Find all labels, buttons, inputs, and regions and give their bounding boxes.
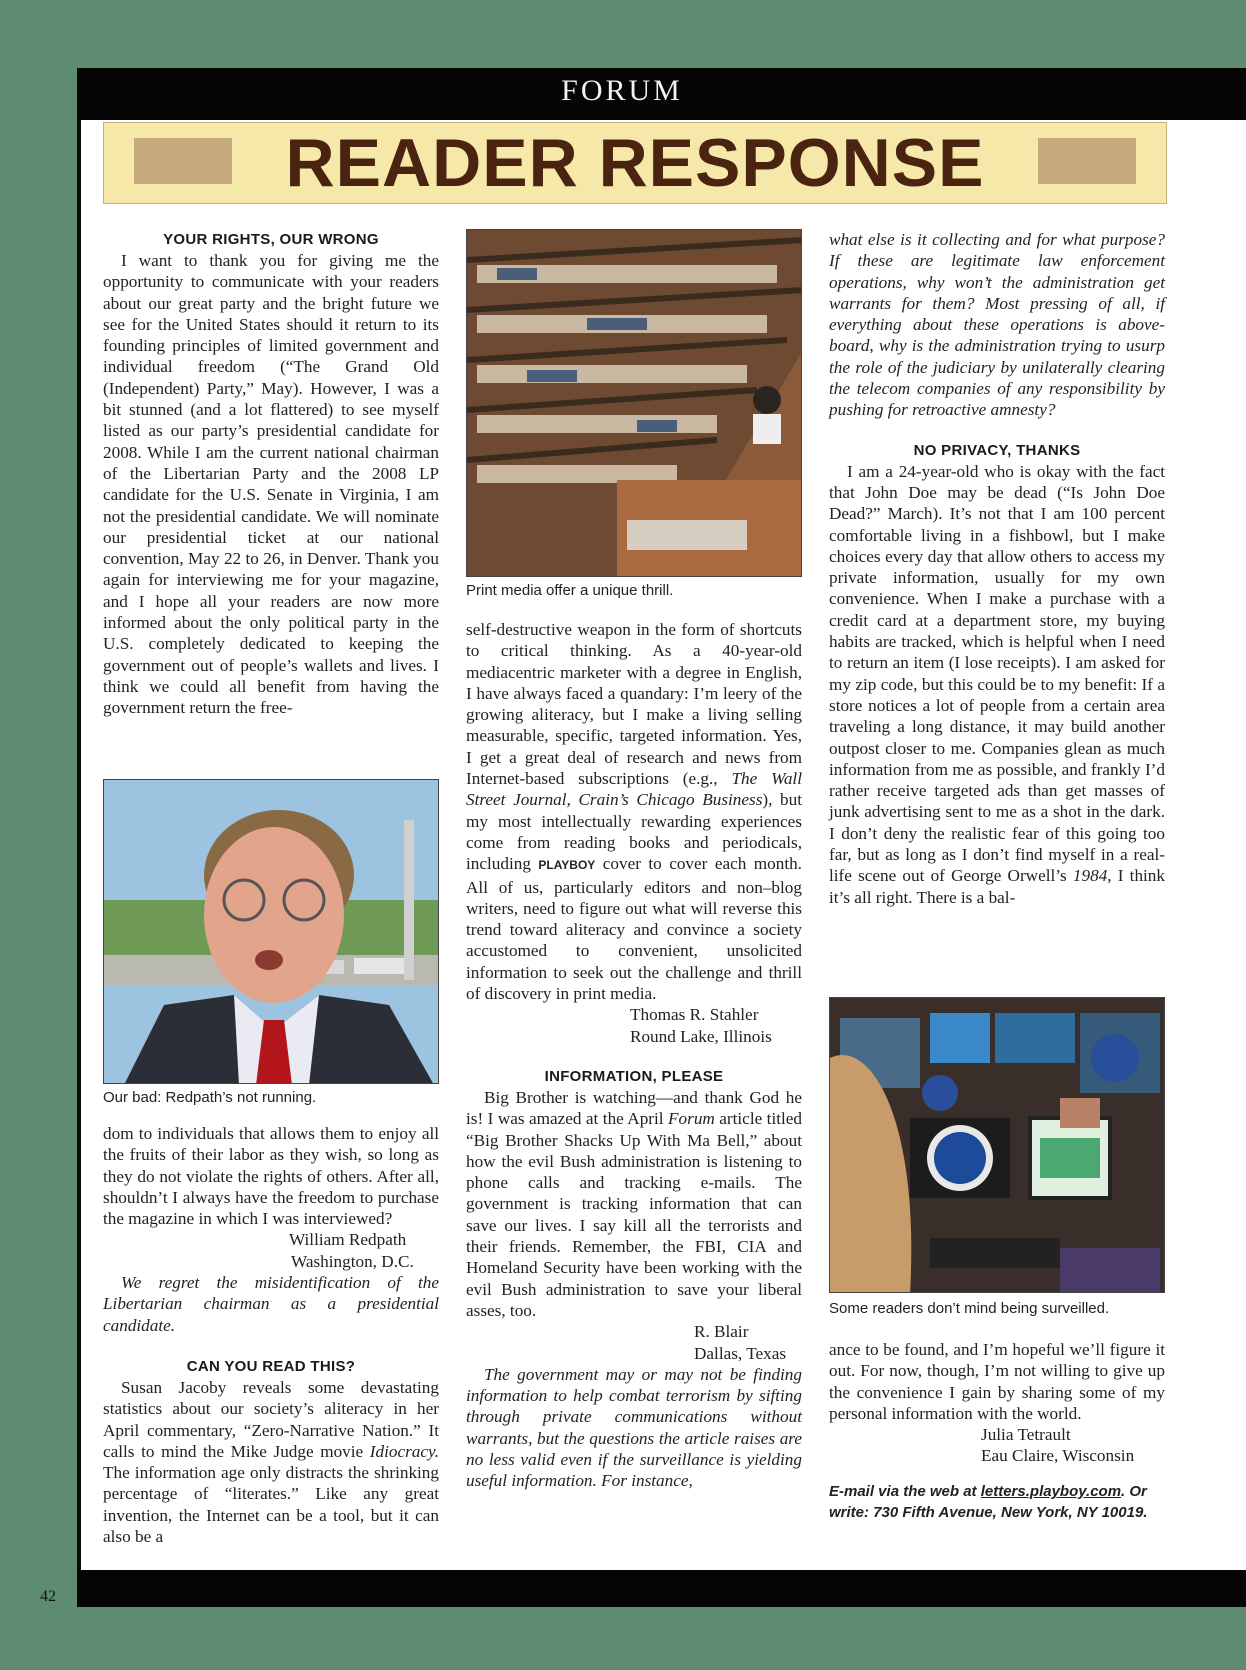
letter-body: [103, 1377, 439, 1547]
book-title: 1984: [1072, 866, 1108, 886]
editor-note: We regret the misidentification of the Libertarian chairman as a presidential candidate.: [103, 1273, 439, 1335]
contact-text: E-mail via the web at: [829, 1482, 981, 1500]
photo-redpath: [103, 779, 439, 1084]
letter-signature: [829, 1424, 1165, 1467]
letters-link[interactable]: letters.playboy.com: [980, 1482, 1122, 1500]
editor-note: The government may or may not be finding information to help combat terrorism by sifting through private communications without warrants, but the questions the article raises are no less valid even if the surveillance is yielding useful information. For instance,: [466, 1364, 802, 1491]
letter-text: Big Brother is watching—and thank God he is! I was amazed at the April: [466, 1087, 802, 1129]
brand-name: PLAYBOY: [538, 858, 596, 873]
signature-place: Washington, D.C.: [291, 1251, 414, 1271]
letter-signature: [466, 1321, 802, 1364]
signature-name: R. Blair: [694, 1322, 749, 1342]
publication-names: The Wall Street Journal, Crain’s Chicago Business: [466, 769, 802, 810]
letter-text: article titled “Big Brother Shacks Up With Ma Bell,” about how the evil Bush administration is listening to phone calls and tracking e-mails. The government is tracking information that can save our lives. I say kill all the terrorists and their friends. Remember, the FBI, CIA and Homeland Security have been working with the evil Bush administration to save your liberal asses, too.: [466, 1109, 802, 1320]
letter-body: [466, 1087, 802, 1321]
letter-text: The information age only distracts the shrinking percentage of “literates.” Like any great invention, the Internet can be a tool, but it can also be a: [103, 1463, 439, 1547]
movie-title: Idiocracy.: [369, 1441, 439, 1461]
contact-text: . Or write: 730 Fifth Avenue, New York, NY 10019.: [829, 1482, 1148, 1521]
letter-body: [829, 461, 1165, 908]
letter-text: I am a 24-year-old who is okay with the fact that John Doe may be dead (“Is John Doe Dead?” March). It’s not that I am 100 percent comfortable living in a fishbowl, but I make choices every day that allow others to access my private information, usually for my own convenience. When I make a purchase with a credit card at a department store, my buying habits are tracked, which is helpful when I need to return an item (I lose receipts). I am asked for my zip code, but this could be to my benefit: If a store notices a lot of people from a certain area traveling a long distance, it may build another outpost closer to me. Companies glean as much information from me as possible, and frankly I’d rather receive targeted ads than get masses of junk advertising sent to me as a shot in the dark. I don’t deny the realistic fear of this going too far, but as long as I don’t find myself in a real-life scene out of George Orwell’s: [829, 461, 1165, 886]
surveillance-room-image: [830, 998, 1165, 1293]
letter-heading: YOUR RIGHTS, OUR WRONG: [163, 231, 379, 248]
column-3-bottom: [829, 1339, 1165, 1523]
letter-signature: [103, 1229, 439, 1272]
letter-text: , I think it’s all right. There is a bal-: [829, 866, 1165, 907]
page-rule: [77, 120, 81, 1570]
letter-text: ), but my most intellectually rewarding experiences come from reading books and periodicals, including: [466, 790, 802, 874]
column-2: [466, 619, 802, 1492]
photo-caption: Our bad: Redpath’s not running.: [103, 1089, 317, 1106]
column-1-bottom: [103, 1123, 439, 1547]
letter-body-continued: ance to be found, and I’m hopeful we’ll figure it out. For now, though, I’m not willing to give up the convenience I gain by sharing some of my personal information with the world.: [829, 1340, 1165, 1423]
footer-bar: [77, 1570, 1246, 1607]
letter-body: I want to thank you for giving me the opportunity to communicate with your readers about our great party and the bright future we see for the United States should it return to its founding principles of limited government and individual freedom (“The Grand Old (Independent) Party,” May). However, I was a bit stunned (and a lot flattered) to see myself listed as our party’s presidential candidate for 2008. While I am the current national chairman of the Libertarian Party and the 2008 LP candidate for the U.S. Senate in Virginia, I am not the presidential candidate. We will nominate our presidential ticket at our national convention, May 22 to 26, in Denver. Thank you again for interviewing me for your magazine, and I hope all your readers are now more informed about the only political party in the U.S. completely dedicated to keeping the government out of people’s wallets and lives. I think we could all benefit from having the government return the free-: [103, 251, 439, 718]
contact-info: [829, 1481, 1165, 1523]
letter-text: Susan Jacoby reveals some devastating statistics about our society’s aliteracy in her April commentary, “Zero-Narrative Nation.” It calls to mind the Mike Judge movie: [103, 1377, 439, 1461]
signature-place: Dallas, Texas: [694, 1343, 787, 1363]
bookstore-image: [467, 230, 802, 577]
page-number: 42: [40, 1588, 56, 1605]
photo-surveillance: [829, 997, 1165, 1293]
letter-body-continued: dom to individuals that allows them to enjoy all the fruits of their labor as they wish, so long as they do not violate the rights of others. After all, shouldn’t I always have the freedom to purchase the magazine in which I was interviewed?: [103, 1124, 439, 1229]
letter-heading: NO PRIVACY, THANKS: [913, 441, 1081, 459]
letter-signature: [466, 1004, 802, 1047]
section-label: FORUM: [561, 74, 683, 107]
photo-caption: Some readers don’t mind being surveilled.: [829, 1300, 1110, 1317]
letter-body-continued: [466, 619, 802, 1004]
letter-text: cover to cover each month. All of us, particularly editors and non–blog writers, need to figure out what will reverse this trend toward aliteracy and convince a society accustomed to convenient, unsolicited information to seek out the challenge and thrill of discovery in print media.: [466, 854, 802, 1004]
signature-place: Round Lake, Illinois: [630, 1026, 772, 1046]
magazine-section: Forum: [668, 1109, 715, 1129]
portrait-image: [104, 780, 439, 1084]
signature-name: Julia Tetrault: [981, 1425, 1071, 1445]
letter-heading: CAN YOU READ THIS?: [186, 1357, 356, 1375]
column-3-top: [829, 229, 1165, 908]
photo-caption: Print media offer a unique thrill.: [466, 582, 674, 599]
signature-name: Thomas R. Stahler: [630, 1005, 759, 1025]
signature-name: William Redpath: [289, 1230, 407, 1250]
editor-note-continued: what else is it collecting and for what purpose? If these are legitimate law enforcement operations, why won’t the administration get warrants for them? Most pressing of all, if everything about these operations is above-board, why is the administration trying to usurp the role of the judiciary by unilaterally clearing the telecom companies of any responsibility by pushing for retroactive amnesty?: [829, 230, 1165, 420]
page-title: READER RESPONSE: [285, 125, 985, 201]
signature-place: Eau Claire, Wisconsin: [981, 1446, 1135, 1466]
letter-text: self-destructive weapon in the form of shortcuts to critical thinking. As a 40-year-old mediacentric marketer with a degree in English, I have always faced a quandary: I’m leery of the growing aliteracy, but I make a living selling measurable, specific, targeted information. Yes, I get a great deal of research and news from Internet-based subscriptions (e.g.,: [466, 620, 802, 789]
column-1-top: [103, 229, 439, 719]
title-banner: [103, 122, 1167, 204]
photo-bookstore: [466, 229, 802, 577]
letter-heading: INFORMATION, PLEASE: [544, 1067, 724, 1085]
